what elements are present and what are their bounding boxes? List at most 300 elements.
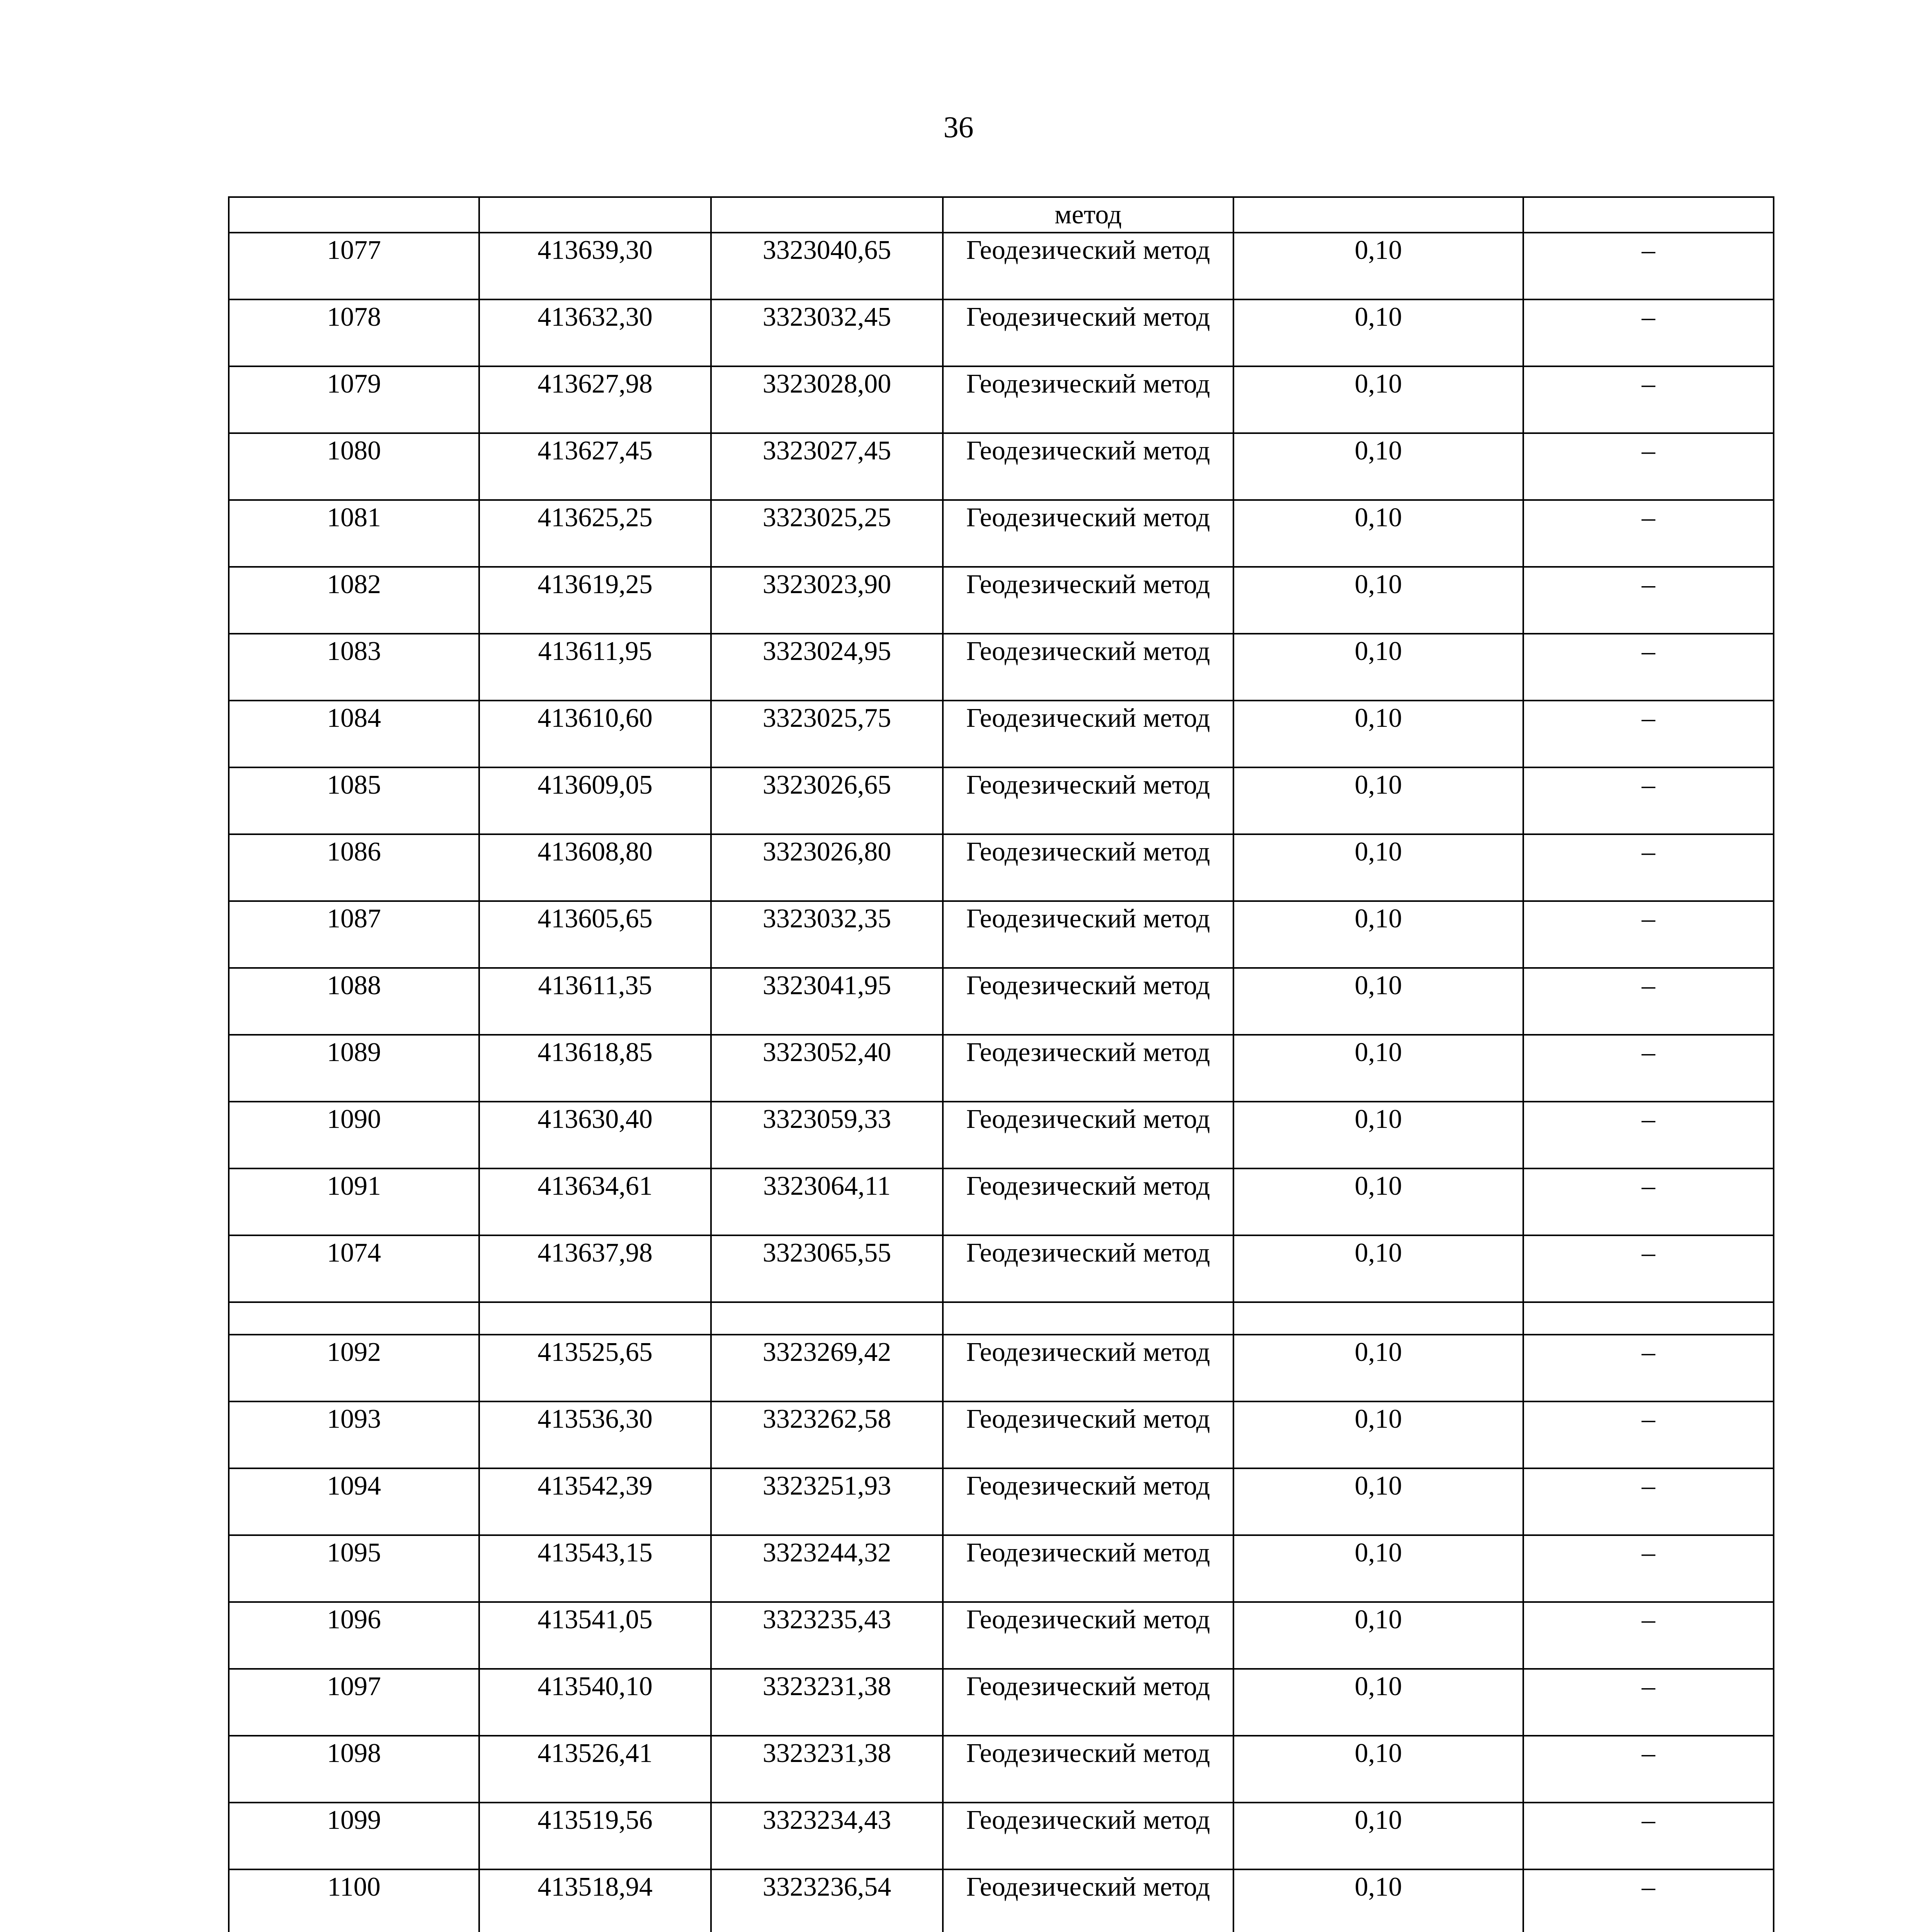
method-value: Геодезический метод — [966, 904, 1210, 934]
y-value: 3323236,54 — [762, 1872, 891, 1902]
point-cell — [229, 1468, 479, 1535]
table-row — [229, 1736, 1774, 1803]
point-cell — [229, 1535, 479, 1602]
x-cell — [479, 1736, 711, 1803]
point-cell — [229, 1736, 479, 1803]
note-cell — [1523, 1602, 1774, 1669]
table-row — [229, 567, 1774, 634]
point-value: 1098 — [327, 1738, 381, 1768]
y-cell — [711, 433, 943, 500]
accuracy-value: 0,10 — [1354, 1805, 1402, 1835]
note-value: – — [1641, 1605, 1655, 1634]
y-value: 3323244,32 — [762, 1538, 891, 1568]
y-value: 3323028,00 — [762, 369, 891, 399]
x-value: 413518,94 — [538, 1872, 653, 1902]
x-cell — [479, 433, 711, 500]
point-value: 1087 — [327, 904, 381, 934]
x-cell — [479, 1168, 711, 1235]
x-value: 413536,30 — [538, 1404, 653, 1434]
y-cell — [711, 197, 943, 233]
y-value: 3323026,80 — [762, 837, 891, 867]
note-cell — [1523, 1401, 1774, 1468]
x-value: 413627,45 — [538, 436, 653, 466]
note-cell — [1523, 1468, 1774, 1535]
note-value: – — [1641, 1104, 1655, 1134]
note-cell — [1523, 567, 1774, 634]
x-value: 413540,10 — [538, 1672, 653, 1701]
method-value: Геодезический метод — [966, 1605, 1210, 1634]
method-value: Геодезический метод — [966, 1404, 1210, 1434]
method-cell — [943, 567, 1233, 634]
table-row — [229, 1602, 1774, 1669]
note-cell — [1523, 701, 1774, 767]
method-cell — [943, 1869, 1233, 1932]
y-value: 3323026,65 — [762, 770, 891, 800]
note-value: – — [1641, 1538, 1655, 1568]
x-cell — [479, 834, 711, 901]
method-cell — [943, 901, 1233, 968]
point-cell — [229, 299, 479, 366]
accuracy-value: 0,10 — [1354, 1238, 1402, 1268]
point-value: 1088 — [327, 971, 381, 1000]
accuracy-cell — [1233, 433, 1523, 500]
point-cell — [229, 701, 479, 767]
x-value: 413618,85 — [538, 1037, 653, 1067]
page-number: 36 — [943, 110, 974, 144]
accuracy-value: 0,10 — [1354, 971, 1402, 1000]
x-value: 413609,05 — [538, 770, 653, 800]
accuracy-value: 0,10 — [1354, 1104, 1402, 1134]
note-value: – — [1641, 1238, 1655, 1268]
accuracy-value: 0,10 — [1354, 1672, 1402, 1701]
y-value: 3323025,75 — [762, 703, 891, 733]
note-value: – — [1641, 503, 1655, 532]
note-value: – — [1641, 570, 1655, 599]
note-cell — [1523, 1736, 1774, 1803]
method-cell — [943, 1102, 1233, 1168]
y-cell — [711, 233, 943, 299]
x-cell — [479, 1035, 711, 1102]
y-value: 3323065,55 — [762, 1238, 891, 1268]
method-value: Геодезический метод — [966, 503, 1210, 532]
x-value: 413637,98 — [538, 1238, 653, 1268]
note-value: – — [1641, 1805, 1655, 1835]
method-value: Геодезический метод — [966, 1337, 1210, 1367]
accuracy-value: 0,10 — [1354, 1538, 1402, 1568]
point-cell — [229, 567, 479, 634]
point-value: 1082 — [327, 570, 381, 599]
table-row-separator — [229, 1302, 1774, 1335]
x-value: 413526,41 — [538, 1738, 653, 1768]
accuracy-value: 0,10 — [1354, 703, 1402, 733]
x-value: 413639,30 — [538, 235, 653, 265]
y-value: 3323032,35 — [762, 904, 891, 934]
x-cell — [479, 1401, 711, 1468]
method-cell — [943, 767, 1233, 834]
note-value: – — [1641, 1471, 1655, 1501]
accuracy-cell — [1233, 1302, 1523, 1335]
y-cell — [711, 1168, 943, 1235]
method-cell — [943, 233, 1233, 299]
method-value: Геодезический метод — [966, 436, 1210, 466]
method-cell — [943, 433, 1233, 500]
note-cell — [1523, 1168, 1774, 1235]
point-value: 1100 — [327, 1872, 381, 1902]
y-cell — [711, 299, 943, 366]
y-cell — [711, 567, 943, 634]
note-cell — [1523, 500, 1774, 567]
y-value: 3323235,43 — [762, 1605, 891, 1634]
method-value: Геодезический метод — [966, 369, 1210, 399]
x-value: 413542,39 — [538, 1471, 653, 1501]
point-cell — [229, 1869, 479, 1932]
y-cell — [711, 701, 943, 767]
point-cell — [229, 1235, 479, 1302]
table-row — [229, 500, 1774, 567]
table-row-continuation — [229, 197, 1774, 233]
point-cell — [229, 634, 479, 701]
accuracy-cell — [1233, 1235, 1523, 1302]
y-cell — [711, 634, 943, 701]
x-cell — [479, 1535, 711, 1602]
y-cell — [711, 1102, 943, 1168]
point-value: 1086 — [327, 837, 381, 867]
point-cell — [229, 1602, 479, 1669]
table-row — [229, 233, 1774, 299]
note-cell — [1523, 968, 1774, 1035]
accuracy-cell — [1233, 366, 1523, 433]
note-cell — [1523, 1535, 1774, 1602]
x-value: 413632,30 — [538, 302, 653, 332]
x-cell — [479, 1803, 711, 1869]
accuracy-cell — [1233, 1102, 1523, 1168]
point-value: 1079 — [327, 369, 381, 399]
note-value: – — [1641, 904, 1655, 934]
point-cell — [229, 1669, 479, 1736]
method-cell — [943, 634, 1233, 701]
note-value: – — [1641, 636, 1655, 666]
point-value: 1094 — [327, 1471, 381, 1501]
x-value: 413525,65 — [538, 1337, 653, 1367]
x-cell — [479, 197, 711, 233]
x-value: 413541,05 — [538, 1605, 653, 1634]
accuracy-value: 0,10 — [1354, 636, 1402, 666]
note-value: – — [1641, 1738, 1655, 1768]
method-cell — [943, 197, 1233, 233]
x-value: 413610,60 — [538, 703, 653, 733]
method-value: Геодезический метод — [966, 770, 1210, 800]
y-value: 3323032,45 — [762, 302, 891, 332]
table-row — [229, 366, 1774, 433]
point-cell — [229, 901, 479, 968]
accuracy-value: 0,10 — [1354, 570, 1402, 599]
x-cell — [479, 1235, 711, 1302]
point-cell — [229, 500, 479, 567]
note-cell — [1523, 1235, 1774, 1302]
y-cell — [711, 1535, 943, 1602]
method-value: Геодезический метод — [966, 1738, 1210, 1768]
x-value: 413619,25 — [538, 570, 653, 599]
x-cell — [479, 1468, 711, 1535]
point-cell — [229, 1401, 479, 1468]
y-value: 3323231,38 — [762, 1738, 891, 1768]
x-cell — [479, 1302, 711, 1335]
accuracy-value: 0,10 — [1354, 1171, 1402, 1201]
accuracy-cell — [1233, 1602, 1523, 1669]
method-cell — [943, 701, 1233, 767]
table-row — [229, 767, 1774, 834]
point-cell — [229, 1803, 479, 1869]
accuracy-value: 0,10 — [1354, 369, 1402, 399]
point-cell — [229, 1335, 479, 1401]
note-cell — [1523, 299, 1774, 366]
y-cell — [711, 968, 943, 1035]
note-cell — [1523, 366, 1774, 433]
table-row — [229, 634, 1774, 701]
note-value: – — [1641, 837, 1655, 867]
method-value: Геодезический метод — [966, 1238, 1210, 1268]
method-cell — [943, 1302, 1233, 1335]
accuracy-cell — [1233, 1335, 1523, 1401]
method-value: Геодезический метод — [966, 703, 1210, 733]
accuracy-cell — [1233, 197, 1523, 233]
accuracy-cell — [1233, 1869, 1523, 1932]
method-cell — [943, 1669, 1233, 1736]
point-value: 1081 — [327, 503, 381, 532]
method-cell — [943, 1235, 1233, 1302]
x-value: 413611,95 — [538, 636, 652, 666]
y-cell — [711, 1803, 943, 1869]
point-value: 1080 — [327, 436, 381, 466]
method-value: Геодезический метод — [966, 1037, 1210, 1067]
y-value: 3323262,58 — [762, 1404, 891, 1434]
method-cell — [943, 1736, 1233, 1803]
x-cell — [479, 701, 711, 767]
note-cell — [1523, 901, 1774, 968]
table-row — [229, 1669, 1774, 1736]
y-value: 3323040,65 — [762, 235, 891, 265]
coordinates-table — [228, 196, 1774, 1932]
y-cell — [711, 1602, 943, 1669]
point-cell — [229, 233, 479, 299]
table-row — [229, 433, 1774, 500]
x-cell — [479, 1669, 711, 1736]
note-value: – — [1641, 770, 1655, 800]
y-cell — [711, 901, 943, 968]
accuracy-value: 0,10 — [1354, 904, 1402, 934]
accuracy-value: 0,10 — [1354, 1471, 1402, 1501]
note-cell — [1523, 834, 1774, 901]
note-value: – — [1641, 1872, 1655, 1902]
accuracy-cell — [1233, 1535, 1523, 1602]
x-cell — [479, 1869, 711, 1932]
method-value: Геодезический метод — [966, 1471, 1210, 1501]
method-cell — [943, 1335, 1233, 1401]
method-cell — [943, 1468, 1233, 1535]
note-cell — [1523, 1669, 1774, 1736]
y-cell — [711, 1302, 943, 1335]
point-cell — [229, 366, 479, 433]
point-value: 1091 — [327, 1171, 381, 1201]
y-cell — [711, 1401, 943, 1468]
y-value: 3323234,43 — [762, 1805, 891, 1835]
method-cell — [943, 1535, 1233, 1602]
accuracy-cell — [1233, 299, 1523, 366]
y-cell — [711, 1468, 943, 1535]
method-cell — [943, 968, 1233, 1035]
x-value: 413608,80 — [538, 837, 653, 867]
x-cell — [479, 233, 711, 299]
accuracy-cell — [1233, 767, 1523, 834]
method-value: Геодезический метод — [966, 1538, 1210, 1568]
note-value: – — [1641, 1037, 1655, 1067]
y-cell — [711, 1669, 943, 1736]
accuracy-value: 0,10 — [1354, 770, 1402, 800]
y-value: 3323024,95 — [762, 636, 891, 666]
note-value: – — [1641, 1672, 1655, 1701]
accuracy-cell — [1233, 1468, 1523, 1535]
note-value: – — [1641, 436, 1655, 466]
table-row — [229, 1235, 1774, 1302]
table-row — [229, 901, 1774, 968]
accuracy-value: 0,10 — [1354, 1337, 1402, 1367]
method-value: Геодезический метод — [966, 1104, 1210, 1134]
table-row — [229, 1869, 1774, 1932]
point-value: 1099 — [327, 1805, 381, 1835]
point-cell — [229, 433, 479, 500]
table-row — [229, 701, 1774, 767]
point-value: 1083 — [327, 636, 381, 666]
accuracy-cell — [1233, 1168, 1523, 1235]
method-cell — [943, 1803, 1233, 1869]
method-value: Геодезический метод — [966, 971, 1210, 1000]
method-continuation-text: метод — [1055, 200, 1122, 230]
accuracy-cell — [1233, 233, 1523, 299]
point-value: 1078 — [327, 302, 381, 332]
note-value: – — [1641, 369, 1655, 399]
note-cell — [1523, 1302, 1774, 1335]
y-value: 3323231,38 — [762, 1672, 891, 1701]
table-row — [229, 968, 1774, 1035]
table-row — [229, 1335, 1774, 1401]
x-cell — [479, 567, 711, 634]
table-row — [229, 1168, 1774, 1235]
method-value: Геодезический метод — [966, 570, 1210, 599]
y-value: 3323269,42 — [762, 1337, 891, 1367]
accuracy-cell — [1233, 500, 1523, 567]
y-cell — [711, 1035, 943, 1102]
note-value: – — [1641, 235, 1655, 265]
x-value: 413630,40 — [538, 1104, 653, 1134]
accuracy-cell — [1233, 1803, 1523, 1869]
point-cell — [229, 1302, 479, 1335]
method-value: Геодезический метод — [966, 1872, 1210, 1902]
x-cell — [479, 500, 711, 567]
accuracy-cell — [1233, 901, 1523, 968]
method-value: Геодезический метод — [966, 636, 1210, 666]
x-cell — [479, 634, 711, 701]
y-value: 3323023,90 — [762, 570, 891, 599]
note-value: – — [1641, 971, 1655, 1000]
y-cell — [711, 834, 943, 901]
table-row — [229, 299, 1774, 366]
y-value: 3323064,11 — [763, 1171, 891, 1201]
y-cell — [711, 1235, 943, 1302]
table-row — [229, 1401, 1774, 1468]
y-cell — [711, 1335, 943, 1401]
y-value: 3323025,25 — [762, 503, 891, 532]
table-row — [229, 1035, 1774, 1102]
note-cell — [1523, 197, 1774, 233]
note-cell — [1523, 1803, 1774, 1869]
accuracy-cell — [1233, 1669, 1523, 1736]
x-cell — [479, 299, 711, 366]
accuracy-cell — [1233, 968, 1523, 1035]
y-cell — [711, 500, 943, 567]
point-cell — [229, 1102, 479, 1168]
table-row — [229, 834, 1774, 901]
x-cell — [479, 901, 711, 968]
x-cell — [479, 1335, 711, 1401]
x-cell — [479, 1602, 711, 1669]
accuracy-value: 0,10 — [1354, 1605, 1402, 1634]
point-cell — [229, 1168, 479, 1235]
table-row — [229, 1468, 1774, 1535]
method-value: Геодезический метод — [966, 235, 1210, 265]
point-cell — [229, 767, 479, 834]
note-cell — [1523, 1869, 1774, 1932]
x-value: 413625,25 — [538, 503, 653, 532]
method-cell — [943, 1035, 1233, 1102]
method-value: Геодезический метод — [966, 1805, 1210, 1835]
accuracy-value: 0,10 — [1354, 302, 1402, 332]
coordinates-table-body — [229, 197, 1774, 1932]
note-value: – — [1641, 703, 1655, 733]
point-value: 1090 — [327, 1104, 381, 1134]
note-cell — [1523, 1335, 1774, 1401]
point-value: 1093 — [327, 1404, 381, 1434]
note-value: – — [1641, 302, 1655, 332]
method-cell — [943, 1401, 1233, 1468]
x-value: 413634,61 — [538, 1171, 653, 1201]
accuracy-cell — [1233, 701, 1523, 767]
point-cell — [229, 834, 479, 901]
y-value: 3323052,40 — [762, 1037, 891, 1067]
x-value: 413519,56 — [538, 1805, 653, 1835]
point-value: 1084 — [327, 703, 381, 733]
accuracy-value: 0,10 — [1354, 235, 1402, 265]
y-value: 3323041,95 — [762, 971, 891, 1000]
method-cell — [943, 500, 1233, 567]
x-value: 413627,98 — [538, 369, 653, 399]
method-value: Геодезический метод — [966, 1672, 1210, 1701]
method-value: Геодезический метод — [966, 302, 1210, 332]
accuracy-cell — [1233, 567, 1523, 634]
x-cell — [479, 767, 711, 834]
note-cell — [1523, 233, 1774, 299]
table-row — [229, 1535, 1774, 1602]
x-cell — [479, 1102, 711, 1168]
y-value: 3323059,33 — [762, 1104, 891, 1134]
y-cell — [711, 1736, 943, 1803]
method-cell — [943, 366, 1233, 433]
accuracy-value: 0,10 — [1354, 503, 1402, 532]
point-cell — [229, 968, 479, 1035]
table-row — [229, 1102, 1774, 1168]
y-value: 3323027,45 — [762, 436, 891, 466]
accuracy-value: 0,10 — [1354, 1404, 1402, 1434]
accuracy-value: 0,10 — [1354, 436, 1402, 466]
